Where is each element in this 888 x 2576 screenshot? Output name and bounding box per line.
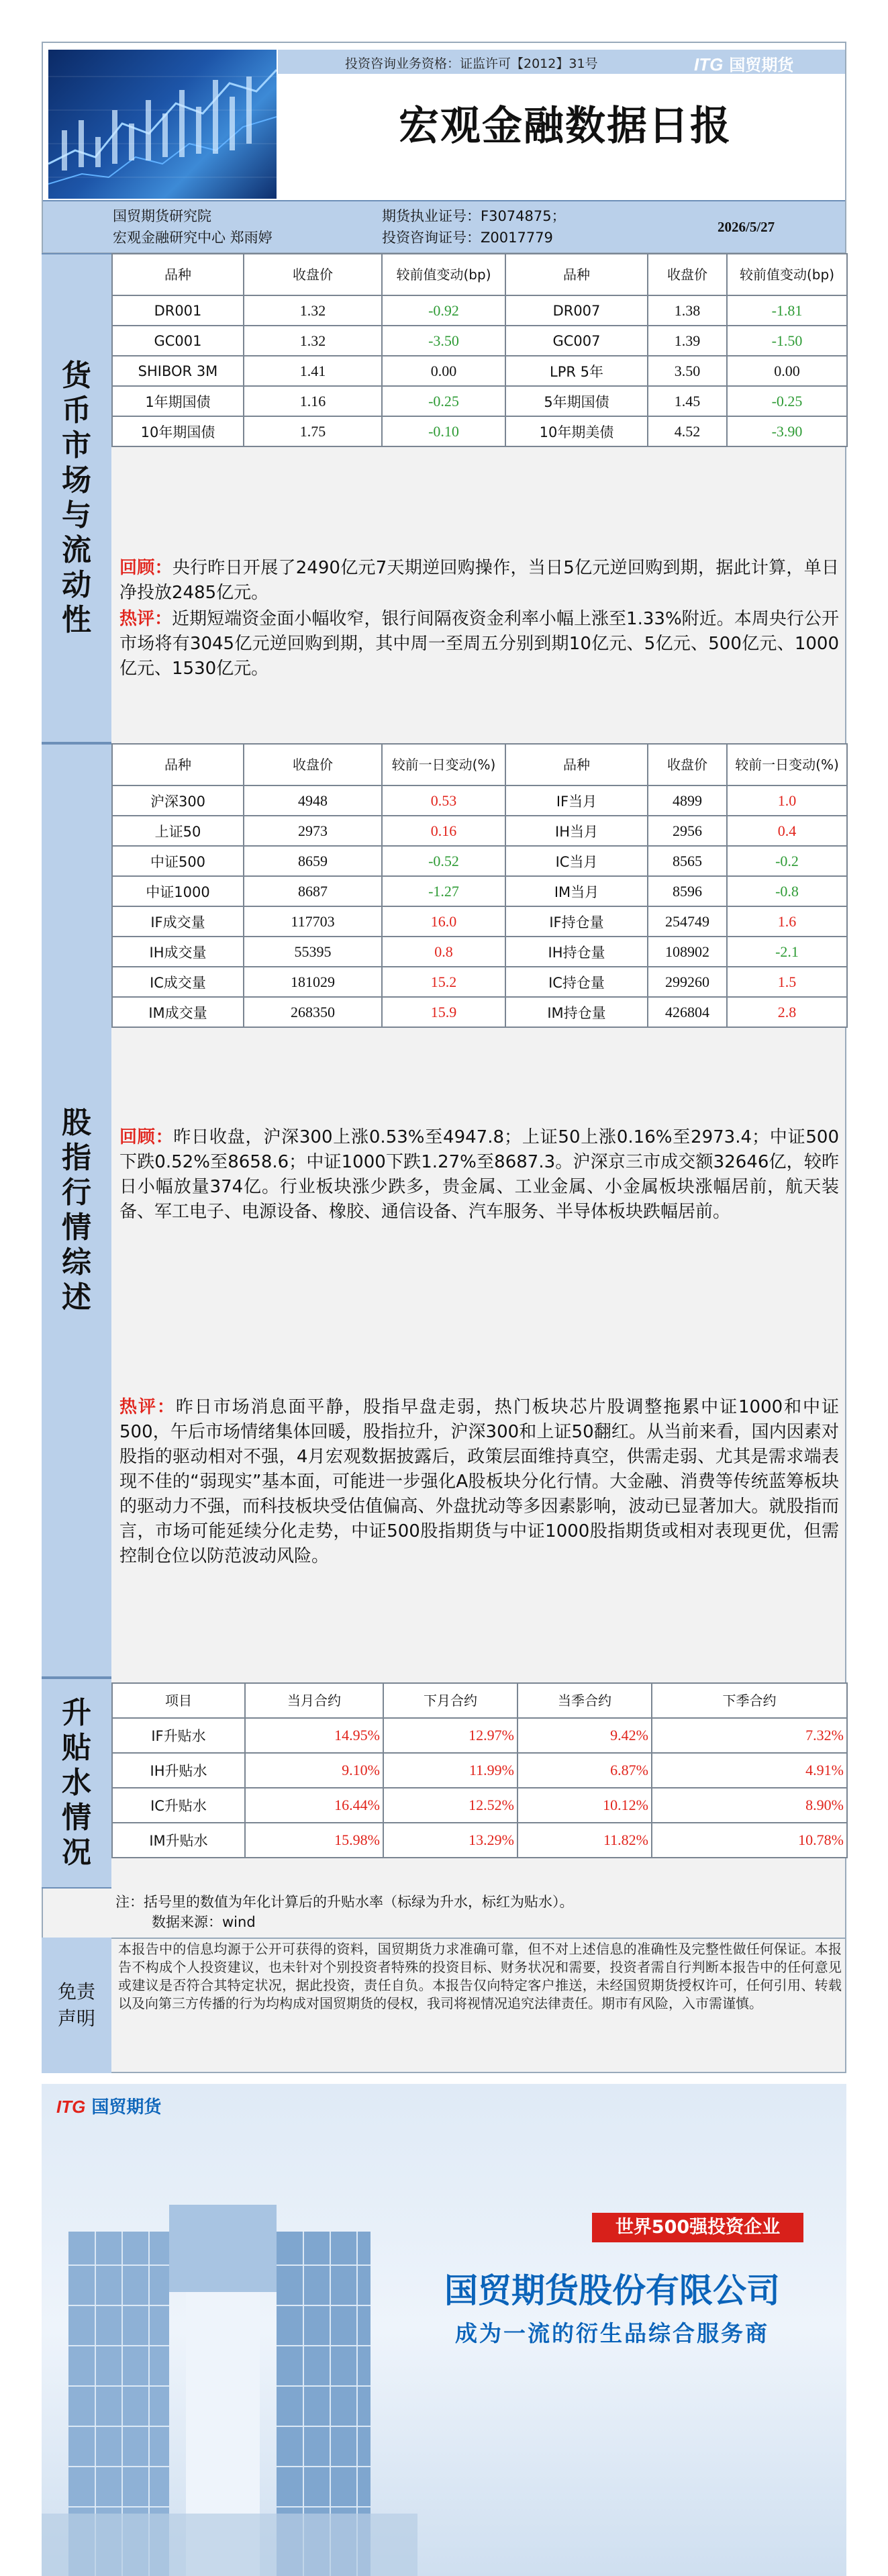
table-cell: IC成交量 (112, 967, 244, 997)
table-cell: 8596 (648, 876, 727, 906)
info-bar (43, 200, 845, 252)
column-header: 收盘价 (244, 744, 382, 785)
table-cell: IM升贴水 (112, 1823, 245, 1858)
money-comment-text: 近期短端资金面小幅收窄，银行间隔夜资金利率小幅上涨至1.33%附近。本周央行公开市场将有3045亿元逆回购到期，其中周一至周五分别到期10亿元、5亿元、500亿元、1000亿元、1530亿元。 (119, 609, 839, 679)
column-header: 较前值变动(bp) (382, 254, 505, 295)
table-cell: 299260 (648, 967, 727, 997)
table-cell: 11.82% (517, 1823, 652, 1858)
table-cell: 1.0 (727, 785, 847, 816)
table-cell: DR001 (112, 295, 244, 326)
column-header: 下月合约 (383, 1683, 517, 1718)
column-header: 当月合约 (245, 1683, 383, 1718)
index-comment-text: 昨日市场消息面平静，股指早盘走弱，热门板块芯片股调整拖累中证1000和中证500，午后市场情绪集体回暖，股指拉升，沪深300和上证50翻红。从当前来看，国内因素对股指的驱动相对不强，4月宏观数据披露后，政策层面维持真空，供需走弱、尤其是需求端表现不佳的“弱现实”基本面，可能进一步强化A股板块分化行情。大金融、消费等传统蓝筹板块的驱动力不强，而科技板块受估值偏高、外盘扰动等多因素影响，波动已显著加大。就股指而言，市场可能延续分化走势，中证500股指期货与中证1000股指期货或相对表现更优，但需控制仓位以防范波动风险。 (119, 1397, 839, 1566)
table-cell: 0.16 (382, 816, 505, 846)
table-cell: -0.25 (727, 386, 847, 416)
index-comment (119, 1395, 839, 1569)
money-section-label: 货币市场与流动性 (62, 359, 91, 637)
money-comment-tag: 热评： (119, 609, 172, 629)
table-cell: -0.52 (382, 846, 505, 876)
table-cell: 1年期国债 (112, 386, 244, 416)
table-cell: -3.50 (382, 326, 505, 356)
table-cell: 15.9 (382, 997, 505, 1027)
index-section-label: 股指行情综述 (62, 1106, 91, 1315)
table-cell: 1.32 (244, 295, 382, 326)
table-cell: 117703 (244, 906, 382, 937)
money-comment (119, 607, 839, 681)
header-photo (48, 50, 277, 199)
column-header: 较前值变动(bp) (727, 254, 847, 295)
table-cell: 8687 (244, 876, 382, 906)
banner-brand-prefix: ITG (56, 2097, 86, 2117)
table-row (112, 1753, 847, 1788)
money-market-table (111, 253, 848, 447)
table-cell: -1.81 (727, 295, 847, 326)
index-review-tag: 回顾： (119, 1127, 174, 1147)
table-cell: IM持仓量 (505, 997, 648, 1027)
table-cell: -0.92 (382, 295, 505, 326)
table-header-row (112, 1683, 847, 1718)
table-cell: 4948 (244, 785, 382, 816)
table-cell: 1.5 (727, 967, 847, 997)
table-header-row (112, 254, 847, 295)
stock-index-table (111, 743, 848, 1028)
table-row (112, 326, 847, 356)
table-row (112, 785, 847, 816)
table-cell: 10年期国债 (112, 416, 244, 446)
index-section-label-panel (42, 743, 111, 1678)
column-header: 较前一日变动(%) (382, 744, 505, 785)
basis-section-label-panel (42, 1678, 111, 1889)
column-header: 品种 (505, 744, 648, 785)
table-cell: 12.52% (383, 1788, 517, 1823)
table-row (112, 1718, 847, 1753)
table-cell: 3.50 (648, 356, 727, 386)
table-cell: IF升贴水 (112, 1718, 245, 1753)
disclaimer-text: 本报告中的信息均源于公开可获得的资料，国贸期货力求准确可靠，但不对上述信息的准确性及完整性做任何保证。本报告不构成个人投资建议，也未针对个别投资者特殊的投资目标、财务状况和需要，投资者需自行判断本报告中的任何意见或建议是否符合其特定状况，据此投资，责任自负。本报告仅向特定客户推送，未经国贸期货授权许可，任何引用、转载以及向第三方传播的行为均构成对国贸期货的侵权，我司将视情况追究法律责任。期市有风险，入市需谨慎。 (118, 1941, 842, 2011)
table-cell: 10.78% (652, 1823, 847, 1858)
advisory-cert: 投资咨询证号：Z0017779 (382, 230, 553, 246)
table-cell: 1.38 (648, 295, 727, 326)
table-cell: 8565 (648, 846, 727, 876)
table-cell: IF成交量 (112, 906, 244, 937)
table-cell: 1.6 (727, 906, 847, 937)
building-illustration (42, 2191, 417, 2576)
table-cell: -1.50 (727, 326, 847, 356)
table-cell: 2.8 (727, 997, 847, 1027)
table-cell: 4.91% (652, 1753, 847, 1788)
table-cell: 9.42% (517, 1718, 652, 1753)
table-cell: DR007 (505, 295, 648, 326)
table-cell: 181029 (244, 967, 382, 997)
brand-name: 国贸期货 (729, 56, 794, 75)
column-header: 当季合约 (517, 1683, 652, 1718)
table-row (112, 816, 847, 846)
table-cell: 中证1000 (112, 876, 244, 906)
company-slogan: 成为一流的衍生品综合服务商 (455, 2320, 769, 2346)
table-header-row (112, 744, 847, 785)
table-row (112, 416, 847, 446)
data-source: 数据来源：wind (152, 1914, 256, 1930)
research-center: 宏观金融研究中心 郑雨婷 (113, 230, 273, 246)
table-cell: 426804 (648, 997, 727, 1027)
table-cell: 7.32% (652, 1718, 847, 1753)
futures-cert: 期货执业证号：F3074875； (382, 208, 566, 224)
table-cell: 6.87% (517, 1753, 652, 1788)
table-cell: 16.0 (382, 906, 505, 937)
table-cell: 2973 (244, 816, 382, 846)
table-cell: 4899 (648, 785, 727, 816)
table-cell: IM成交量 (112, 997, 244, 1027)
index-comment-tag: 热评： (119, 1397, 176, 1417)
table-row (112, 1788, 847, 1823)
table-cell: 10年期美债 (505, 416, 648, 446)
table-cell: GC007 (505, 326, 648, 356)
table-cell: 268350 (244, 997, 382, 1027)
stock-chart-graphic (48, 50, 277, 199)
money-review (119, 556, 839, 606)
table-cell: LPR 5年 (505, 356, 648, 386)
table-cell: IC持仓量 (505, 967, 648, 997)
table-cell: 9.10% (245, 1753, 383, 1788)
table-cell: 1.41 (244, 356, 382, 386)
table-cell: 8659 (244, 846, 382, 876)
table-cell: 0.4 (727, 816, 847, 846)
banner-logo (56, 2093, 161, 2118)
table-cell: -0.8 (727, 876, 847, 906)
table-cell: IC当月 (505, 846, 648, 876)
disclaimer-label: 免责声明 (57, 1981, 95, 2030)
table-cell: 1.75 (244, 416, 382, 446)
table-row (112, 967, 847, 997)
table-row (112, 937, 847, 967)
table-cell: 0.00 (727, 356, 847, 386)
table-cell: 0.00 (382, 356, 505, 386)
column-header: 收盘价 (648, 254, 727, 295)
table-cell: 2956 (648, 816, 727, 846)
table-row (112, 906, 847, 937)
table-cell: -2.1 (727, 937, 847, 967)
table-cell: 4.52 (648, 416, 727, 446)
table-cell: IM当月 (505, 876, 648, 906)
table-cell: 10.12% (517, 1788, 652, 1823)
table-cell: 15.2 (382, 967, 505, 997)
table-row (112, 1823, 847, 1858)
table-cell: 55395 (244, 937, 382, 967)
table-cell: 0.8 (382, 937, 505, 967)
column-header: 品种 (112, 254, 244, 295)
column-header: 项目 (112, 1683, 245, 1718)
disclaimer-label-panel (42, 1938, 111, 2073)
column-header: 品种 (505, 254, 648, 295)
table-row (112, 356, 847, 386)
table-cell: 上证50 (112, 816, 244, 846)
table-cell: SHIBOR 3M (112, 356, 244, 386)
table-cell: IH成交量 (112, 937, 244, 967)
table-cell: IH升贴水 (112, 1753, 245, 1788)
table-cell: 108902 (648, 937, 727, 967)
table-row (112, 846, 847, 876)
license-text: 投资咨询业务资格：证监许可【2012】31号 (345, 56, 598, 71)
fortune500-badge: 世界500强投资企业 (592, 2213, 803, 2242)
table-cell: -0.2 (727, 846, 847, 876)
table-cell: 1.32 (244, 326, 382, 356)
basis-table (111, 1682, 848, 1858)
table-cell: IH持仓量 (505, 937, 648, 967)
table-row (112, 876, 847, 906)
basis-note: 注：括号里的数值为年化计算后的升贴水率（标绿为升水，标红为贴水）。 (115, 1894, 574, 1910)
table-cell: IF当月 (505, 785, 648, 816)
brand-logo (694, 52, 793, 75)
table-cell: 8.90% (652, 1788, 847, 1823)
table-cell: 0.53 (382, 785, 505, 816)
table-cell: 11.99% (383, 1753, 517, 1788)
table-cell: 15.98% (245, 1823, 383, 1858)
company-banner (42, 2084, 846, 2576)
index-review (119, 1125, 839, 1225)
table-cell: 中证500 (112, 846, 244, 876)
column-header: 收盘价 (244, 254, 382, 295)
table-cell: 5年期国债 (505, 386, 648, 416)
license-bar (278, 50, 845, 74)
table-cell: GC001 (112, 326, 244, 356)
header (42, 42, 846, 253)
table-cell: 16.44% (245, 1788, 383, 1823)
company-name: 国贸期货股份有限公司 (444, 2271, 780, 2310)
table-cell: -1.27 (382, 876, 505, 906)
money-review-text: 央行昨日开展了2490亿元7天期逆回购操作，当日5亿元逆回购到期，据此计算，单日净投放2485亿元。 (119, 558, 839, 603)
table-cell: -0.25 (382, 386, 505, 416)
table-cell: -0.10 (382, 416, 505, 446)
table-cell: IC升贴水 (112, 1788, 245, 1823)
page-title: 宏观金融数据日报 (399, 103, 732, 150)
table-cell: IF持仓量 (505, 906, 648, 937)
column-header: 下季合约 (652, 1683, 847, 1718)
basis-section-label: 升贴水情况 (62, 1696, 91, 1870)
table-row (112, 386, 847, 416)
table-cell: 1.16 (244, 386, 382, 416)
table-cell: 1.39 (648, 326, 727, 356)
table-cell: 14.95% (245, 1718, 383, 1753)
column-header: 收盘价 (648, 744, 727, 785)
banner-brand-name: 国贸期货 (91, 2097, 162, 2117)
table-cell: 13.29% (383, 1823, 517, 1858)
money-section-label-panel (42, 253, 111, 743)
table-row (112, 997, 847, 1027)
table-cell: 1.45 (648, 386, 727, 416)
table-cell: 254749 (648, 906, 727, 937)
column-header: 品种 (112, 744, 244, 785)
table-cell: -3.90 (727, 416, 847, 446)
table-cell: IH当月 (505, 816, 648, 846)
institute-name: 国贸期货研究院 (113, 208, 211, 224)
money-review-tag: 回顾： (119, 558, 172, 578)
column-header: 较前一日变动(%) (727, 744, 847, 785)
brand-prefix: ITG (694, 54, 724, 75)
index-review-text: 昨日收盘，沪深300上涨0.53%至4947.8；上证50上涨0.16%至2973.4；中证500下跌0.52%至8658.6；中证1000下跌1.27%至8687.3。沪深京三市成交额32646亿，较昨日小幅放量374亿。行业板块涨少跌多，贵金属、工业金属、小金属板块涨幅居前，航天装备、军工电子、电源设备、橡胶、通信设备、汽车服务、半导体板块跌幅居前。 (119, 1127, 839, 1222)
report-date: 2026/5/27 (718, 219, 775, 235)
table-cell: 12.97% (383, 1718, 517, 1753)
table-cell: 沪深300 (112, 785, 244, 816)
table-row (112, 295, 847, 326)
